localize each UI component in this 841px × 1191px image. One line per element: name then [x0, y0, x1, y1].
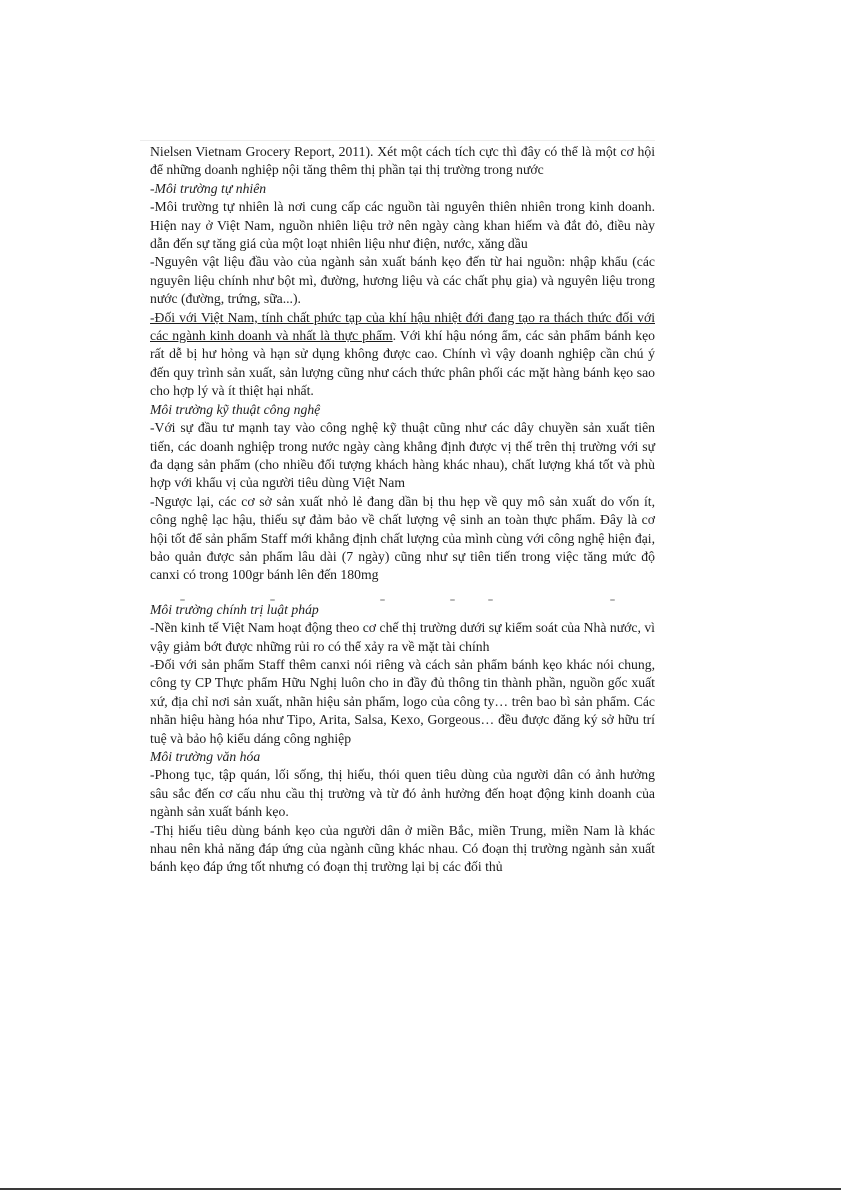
scan-top-edge — [140, 140, 655, 141]
text-block-2 — [150, 601, 655, 877]
climate-text-rest: . Với khí hậu nóng ẩm, các sản phẩm bánh kẹo rất dễ bị hư hỏng và hạn sử dụng không được cao. Chính vì vậy doanh nghiệp cần chú ý đến quy trình sản xuất, sản lượng cũng như cách thức phân phối các mặt hàng bánh kẹo sao cho hợp lý và ít thiệt hại nhất. — [150, 328, 656, 399]
bottom-edge-line — [0, 1188, 841, 1190]
paragraph-natural-resources: -Môi trường tự nhiên là nơi cung cấp các nguồn tài nguyên thiên nhiên trong kinh doanh. Hiện nay ở Việt Nam, nguồn nhiên liệu trở nên ngày càng khan hiếm và đắt đỏ, điều này dẫn đến sự tăng giá của một loạt nhiên liệu như điện, nước, xăng dầu — [150, 199, 655, 252]
cut-off-text-marks — [150, 599, 655, 605]
document-body — [150, 143, 655, 877]
scan-gap — [150, 585, 655, 601]
paragraph-regional-tastes: -Thị hiếu tiêu dùng bánh kẹo của người dân ở miền Bắc, miền Trung, miền Nam là khác nhau nên khả năng đáp ứng của ngành cũng khác nhau. Có đoạn thị trường ngành sản xuất bánh kẹo đáp ứng tốt nhưng có đoạn thị trường lại bị các đối thủ — [150, 822, 655, 875]
underlined-climate-text: -Đối với Việt Nam, tính chất phức tạp của khí hậu nhiệt đới đang tạo ra thách thức đối với các ngành kinh doanh và nhất là thực phẩm — [150, 309, 655, 344]
paragraph-climate — [150, 309, 655, 401]
text-block-1 — [150, 143, 655, 585]
paragraph-market-economy: -Nền kinh tế Việt Nam hoạt động theo cơ chế thị trường dưới sự kiểm soát của Nhà nước, vì vậy giảm bớt được những rủi ro có thể xảy ra về mặt tài chính — [150, 620, 655, 654]
heading-political-legal-environment: Môi trường chính trị luật pháp — [150, 601, 319, 617]
paragraph-nielsen: Nielsen Vietnam Grocery Report, 2011). Xét một cách tích cực thì đây có thể là một cơ hội để những doanh nghiệp nội tăng thêm thị phần tại thị trường trong nước — [150, 144, 655, 178]
heading-natural-environment: -Môi trường tự nhiên — [150, 180, 267, 196]
paragraph-staff-product: -Đối với sản phẩm Staff thêm canxi nói riêng và cách sản phẩm bánh kẹo khác nói chung, công ty CP Thực phẩm Hữu Nghị luôn cho in đầy đủ thông tin thành phần, nguồn gốc xuất xứ, địa chỉ nơi sản xuất, nhãn hiệu sản phẩm, logo của công ty… trên bao bì sản phẩm. Các nhãn hiệu hàng hóa như Tipo, Arita, Salsa, Kexo, Gorgeous… đều được đăng ký sở hữu trí tuệ và bảo hộ kiểu dáng công nghiệp — [150, 656, 655, 746]
heading-cultural-environment: Môi trường văn hóa — [150, 749, 261, 764]
heading-technology-environment: Môi trường kỹ thuật công nghệ — [150, 401, 321, 417]
paragraph-technology-investment: -Với sự đầu tư mạnh tay vào công nghệ kỹ thuật cũng như các dây chuyền sản xuất tiên tiến, các doanh nghiệp trong nước ngày càng khẳng định được vị thế trên thị trường với sự đa dạng sản phẩm (cho nhiều đối tượng khách hàng khác nhau), chất lượng khá tốt và phù hợp với khẩu vị của người tiêu dùng Việt Nam — [150, 420, 655, 491]
paragraph-small-producers: -Ngược lại, các cơ sở sản xuất nhỏ lẻ đang dần bị thu hẹp về quy mô sản xuất do vốn ít, công nghệ lạc hậu, thiếu sự đảm bảo về chất lượng vệ sinh an toàn thực phẩm. Đây là cơ hội tốt để sản phẩm Staff mới khẳng định chất lượng của mình cùng với công nghệ hiện đại, bảo quản được sản phẩm lâu dài (7 ngày) cũng như sự tiên tiến trong việc tăng mức độ canxi có trong 100gr bánh lên đến 180mg — [150, 493, 655, 583]
paragraph-customs: -Phong tục, tập quán, lối sống, thị hiếu, thói quen tiêu dùng của người dân có ảnh hưởng sâu sắc đến cơ cấu nhu cầu thị trường và từ đó ảnh hưởng đến hoạt động kinh doanh của ngành sản xuất bánh kẹo. — [150, 767, 655, 820]
paragraph-raw-materials: -Nguyên vật liệu đầu vào của ngành sản xuất bánh kẹo đến từ hai nguồn: nhập khẩu (các nguyên liệu chính như bột mì, đường, hương liệu và các chất phụ gia) và nguyên liệu trong nước (đường, trứng, sữa...). — [150, 254, 655, 307]
